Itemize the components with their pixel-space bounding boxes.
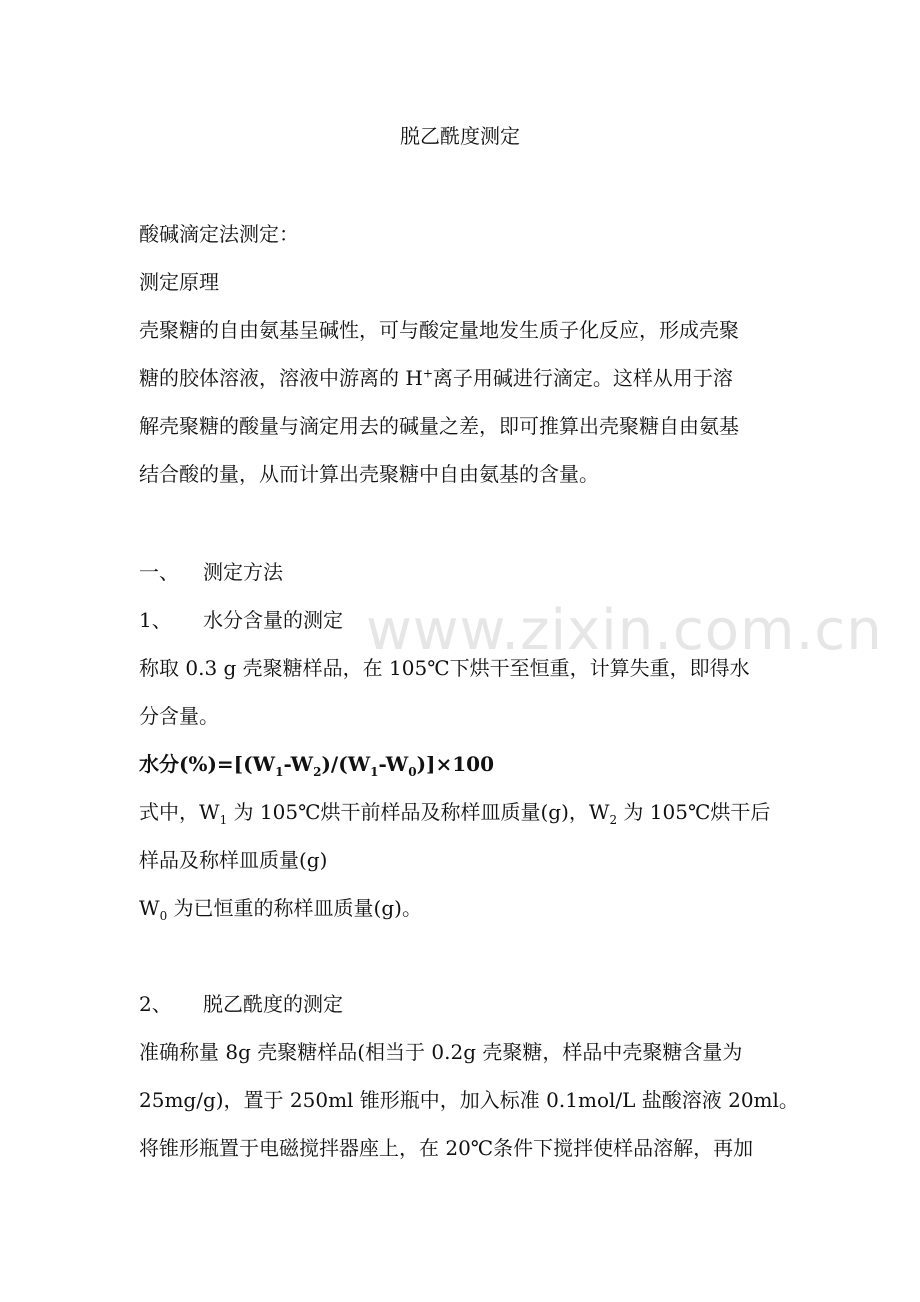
note-part-d: W [139,896,160,920]
formula-sub-4: 0 [408,765,417,779]
formula-note-line-2: 样品及称样皿质量(g) [139,848,328,872]
note-part-e: 为已恒重的称样皿质量(g)。 [167,896,422,920]
item2-line-3: 将锥形瓶置于电磁搅拌器座上，在 20℃条件下搅拌使样品溶解，再加 [139,1136,754,1160]
note-part-a: 式中，W [139,800,220,824]
principle-line-4: 结合酸的量，从而计算出壳聚糖中自由氨基的含量。 [139,462,599,486]
formula-part-c: )/(W [321,752,371,776]
item1-heading [139,608,343,632]
formula-sub-2: 2 [313,765,322,779]
formula-part-e: )]×100 [416,752,494,776]
formula-note-line-1 [139,800,771,827]
page-title: 脱乙酰度测定 [400,124,520,148]
note-part-c: 为 105℃烘干后 [617,800,771,824]
principle-line-1: 壳聚糖的自由氨基呈碱性，可与酸定量地发生质子化反应，形成壳聚 [139,318,739,342]
principle-line-2-a: 糖的胶体溶液，溶液中游离的 H [139,366,423,390]
item2-line-2: 25mg/g)，置于 250ml 锥形瓶中，加入标准 0.1mol/L 盐酸溶液 20ml。 [139,1088,799,1112]
moisture-formula [139,752,494,779]
item1-label: 水分含量的测定 [203,608,343,632]
watermark: www.zixin.com.cn [366,598,883,663]
heading-method: 酸碱滴定法测定： [139,222,299,246]
item1-line-1: 称取 0.3 g 壳聚糖样品，在 105℃下烘干至恒重，计算失重，即得水 [139,656,750,680]
formula-sub-1: 1 [275,765,284,779]
item1-number: 1、 [139,608,172,632]
section-heading [139,560,283,584]
heading-principle: 测定原理 [139,270,219,294]
note-part-b: 为 105℃烘干前样品及称样皿质量(g)，W [227,800,610,824]
item2-label: 脱乙酰度的测定 [203,992,343,1016]
note-sub-2: 2 [609,813,618,827]
principle-line-3: 解壳聚糖的酸量与滴定用去的碱量之差，即可推算出壳聚糖自由氨基 [139,414,739,438]
section-number: 一、 [139,560,179,584]
item2-number: 2、 [139,992,172,1016]
principle-line-2 [139,366,733,390]
formula-note-line-3 [139,896,422,923]
formula-sub-3: 1 [370,765,379,779]
hydrogen-charge: + [422,366,433,381]
item1-line-2: 分含量。 [139,704,219,728]
item2-line-1: 准确称量 8g 壳聚糖样品(相当于 0.2g 壳聚糖，样品中壳聚糖含量为 [139,1040,743,1064]
item2-heading [139,992,343,1016]
formula-part-b: -W [283,752,314,776]
formula-part-a: 水分(%)=[(W [139,752,276,776]
formula-part-d: -W [378,752,409,776]
note-sub-1: 1 [219,813,228,827]
note-sub-3: 0 [159,909,168,923]
section-label: 测定方法 [203,560,283,584]
principle-line-2-b: 离子用碱进行滴定。这样从用于溶 [432,366,733,390]
